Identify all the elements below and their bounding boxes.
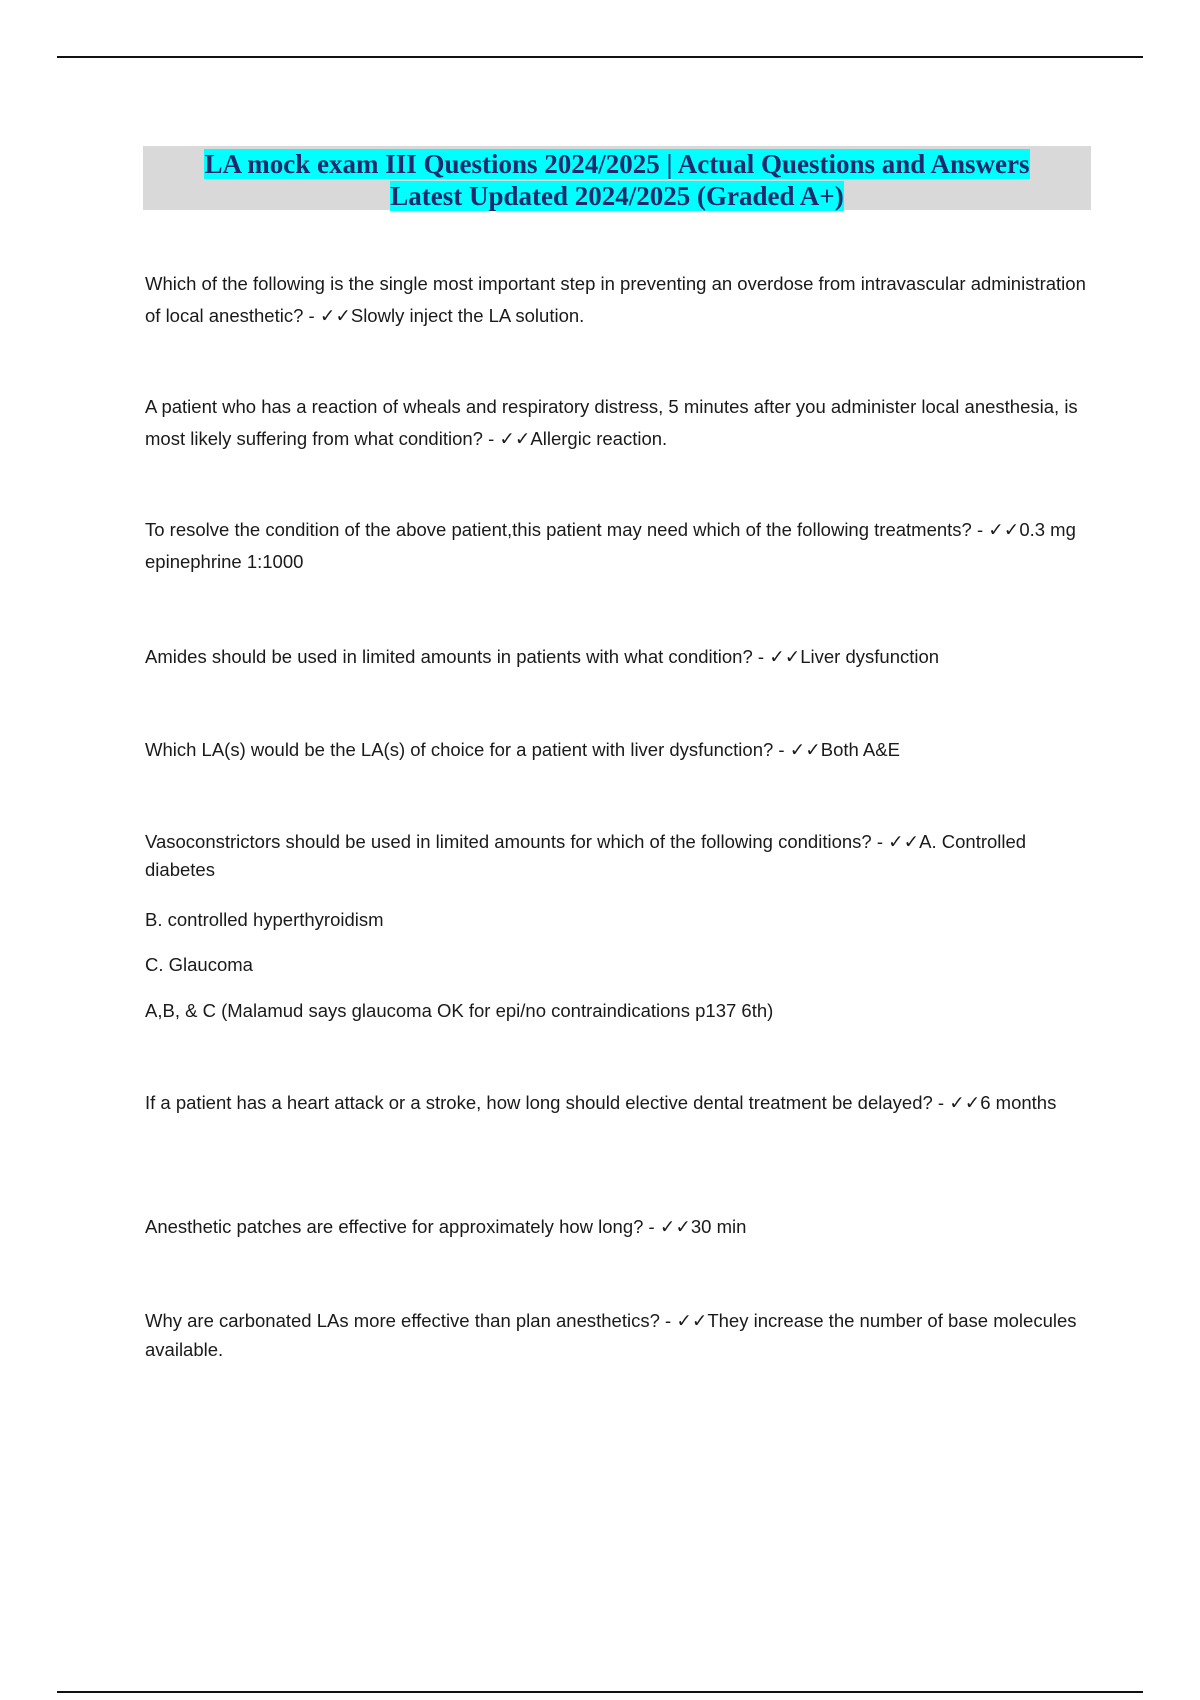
separator: - — [773, 739, 790, 760]
separator: - — [752, 646, 770, 667]
answer-text: Both A&E — [820, 739, 900, 760]
question-text: To resolve the condition of the above patient,this patient may need which of the following treatments? — [145, 519, 972, 540]
separator: - — [932, 1092, 950, 1113]
separator: - — [643, 1216, 660, 1237]
answer-summary: A,B, & C (Malamud says glaucoma OK for epi/no contraindications p137 6th) — [145, 1000, 774, 1021]
question-text: Why are carbonated LAs more effective than plan anesthetics? — [145, 1310, 660, 1331]
qa-item-7 — [145, 1088, 1100, 1118]
question-text: If a patient has a heart attack or a stroke, how long should elective dental treatment be delayed? — [145, 1092, 933, 1113]
qa-item-8 — [145, 1211, 1100, 1243]
question-text: A patient who has a reaction of wheals and respiratory distress, 5 minutes after you administer local anesthesia, is most likely suffering from what condition? — [145, 396, 1078, 449]
answer-text: 0.3 mg epinephrine 1:1000 — [145, 519, 1076, 572]
qa-item-2 — [145, 391, 1100, 455]
header-rule — [57, 56, 1143, 58]
answer-text: 30 min — [690, 1216, 747, 1237]
title-line-1: LA mock exam III Questions 2024/2025 | Actual Questions and Answers — [204, 149, 1030, 179]
question-text: Which LA(s) would be the LA(s) of choice for a patient with liver dysfunction? — [145, 739, 774, 760]
answer-text: Allergic reaction. — [530, 428, 668, 449]
answer-text: Slowly inject the LA solution. — [350, 305, 585, 326]
separator: - — [971, 519, 989, 540]
answer-text: A. Controlled diabetes — [145, 831, 1027, 880]
title-line-2: Latest Updated 2024/2025 (Graded A+) — [390, 181, 844, 211]
question-text: Amides should be used in limited amounts in patients with what condition? — [145, 646, 753, 667]
footer-rule — [57, 1691, 1143, 1693]
qa-item-9 — [145, 1306, 1100, 1364]
question-text: Anesthetic patches are effective for approximately how long? — [145, 1216, 644, 1237]
answer-option-b: B. controlled hyperthyroidism — [145, 909, 384, 930]
check-icon: ✓✓ — [949, 1092, 981, 1113]
separator: - — [871, 831, 889, 852]
qa-item-6 — [145, 828, 1100, 884]
question-text: Vasoconstrictors should be used in limited amounts for which of the following conditions? — [145, 831, 872, 852]
answer-option-c: C. Glaucoma — [145, 954, 253, 975]
separator: - — [482, 428, 500, 449]
separator: - — [659, 1310, 677, 1331]
answer-text: They increase the number of base molecules available. — [145, 1310, 1077, 1360]
answer-text: 6 months — [980, 1092, 1057, 1113]
qa-item-4 — [145, 641, 1100, 673]
separator: - — [303, 305, 320, 326]
check-icon: ✓✓ — [789, 739, 821, 760]
check-icon: ✓✓ — [659, 1216, 691, 1237]
check-icon: ✓✓ — [888, 831, 920, 852]
check-icon: ✓✓ — [988, 519, 1020, 540]
document-title — [143, 146, 1091, 210]
check-icon: ✓✓ — [676, 1310, 708, 1331]
qa-item-1 — [145, 268, 1100, 332]
check-icon: ✓✓ — [769, 646, 801, 667]
check-icon: ✓✓ — [319, 305, 351, 326]
answer-text: Liver dysfunction — [800, 646, 940, 667]
question-text: Which of the following is the single most important step in preventing an overdose from intravascular administration of local anesthetic? — [145, 273, 1086, 326]
qa-item-3 — [145, 514, 1100, 578]
qa-item-5 — [145, 734, 1100, 766]
check-icon: ✓✓ — [499, 428, 531, 449]
